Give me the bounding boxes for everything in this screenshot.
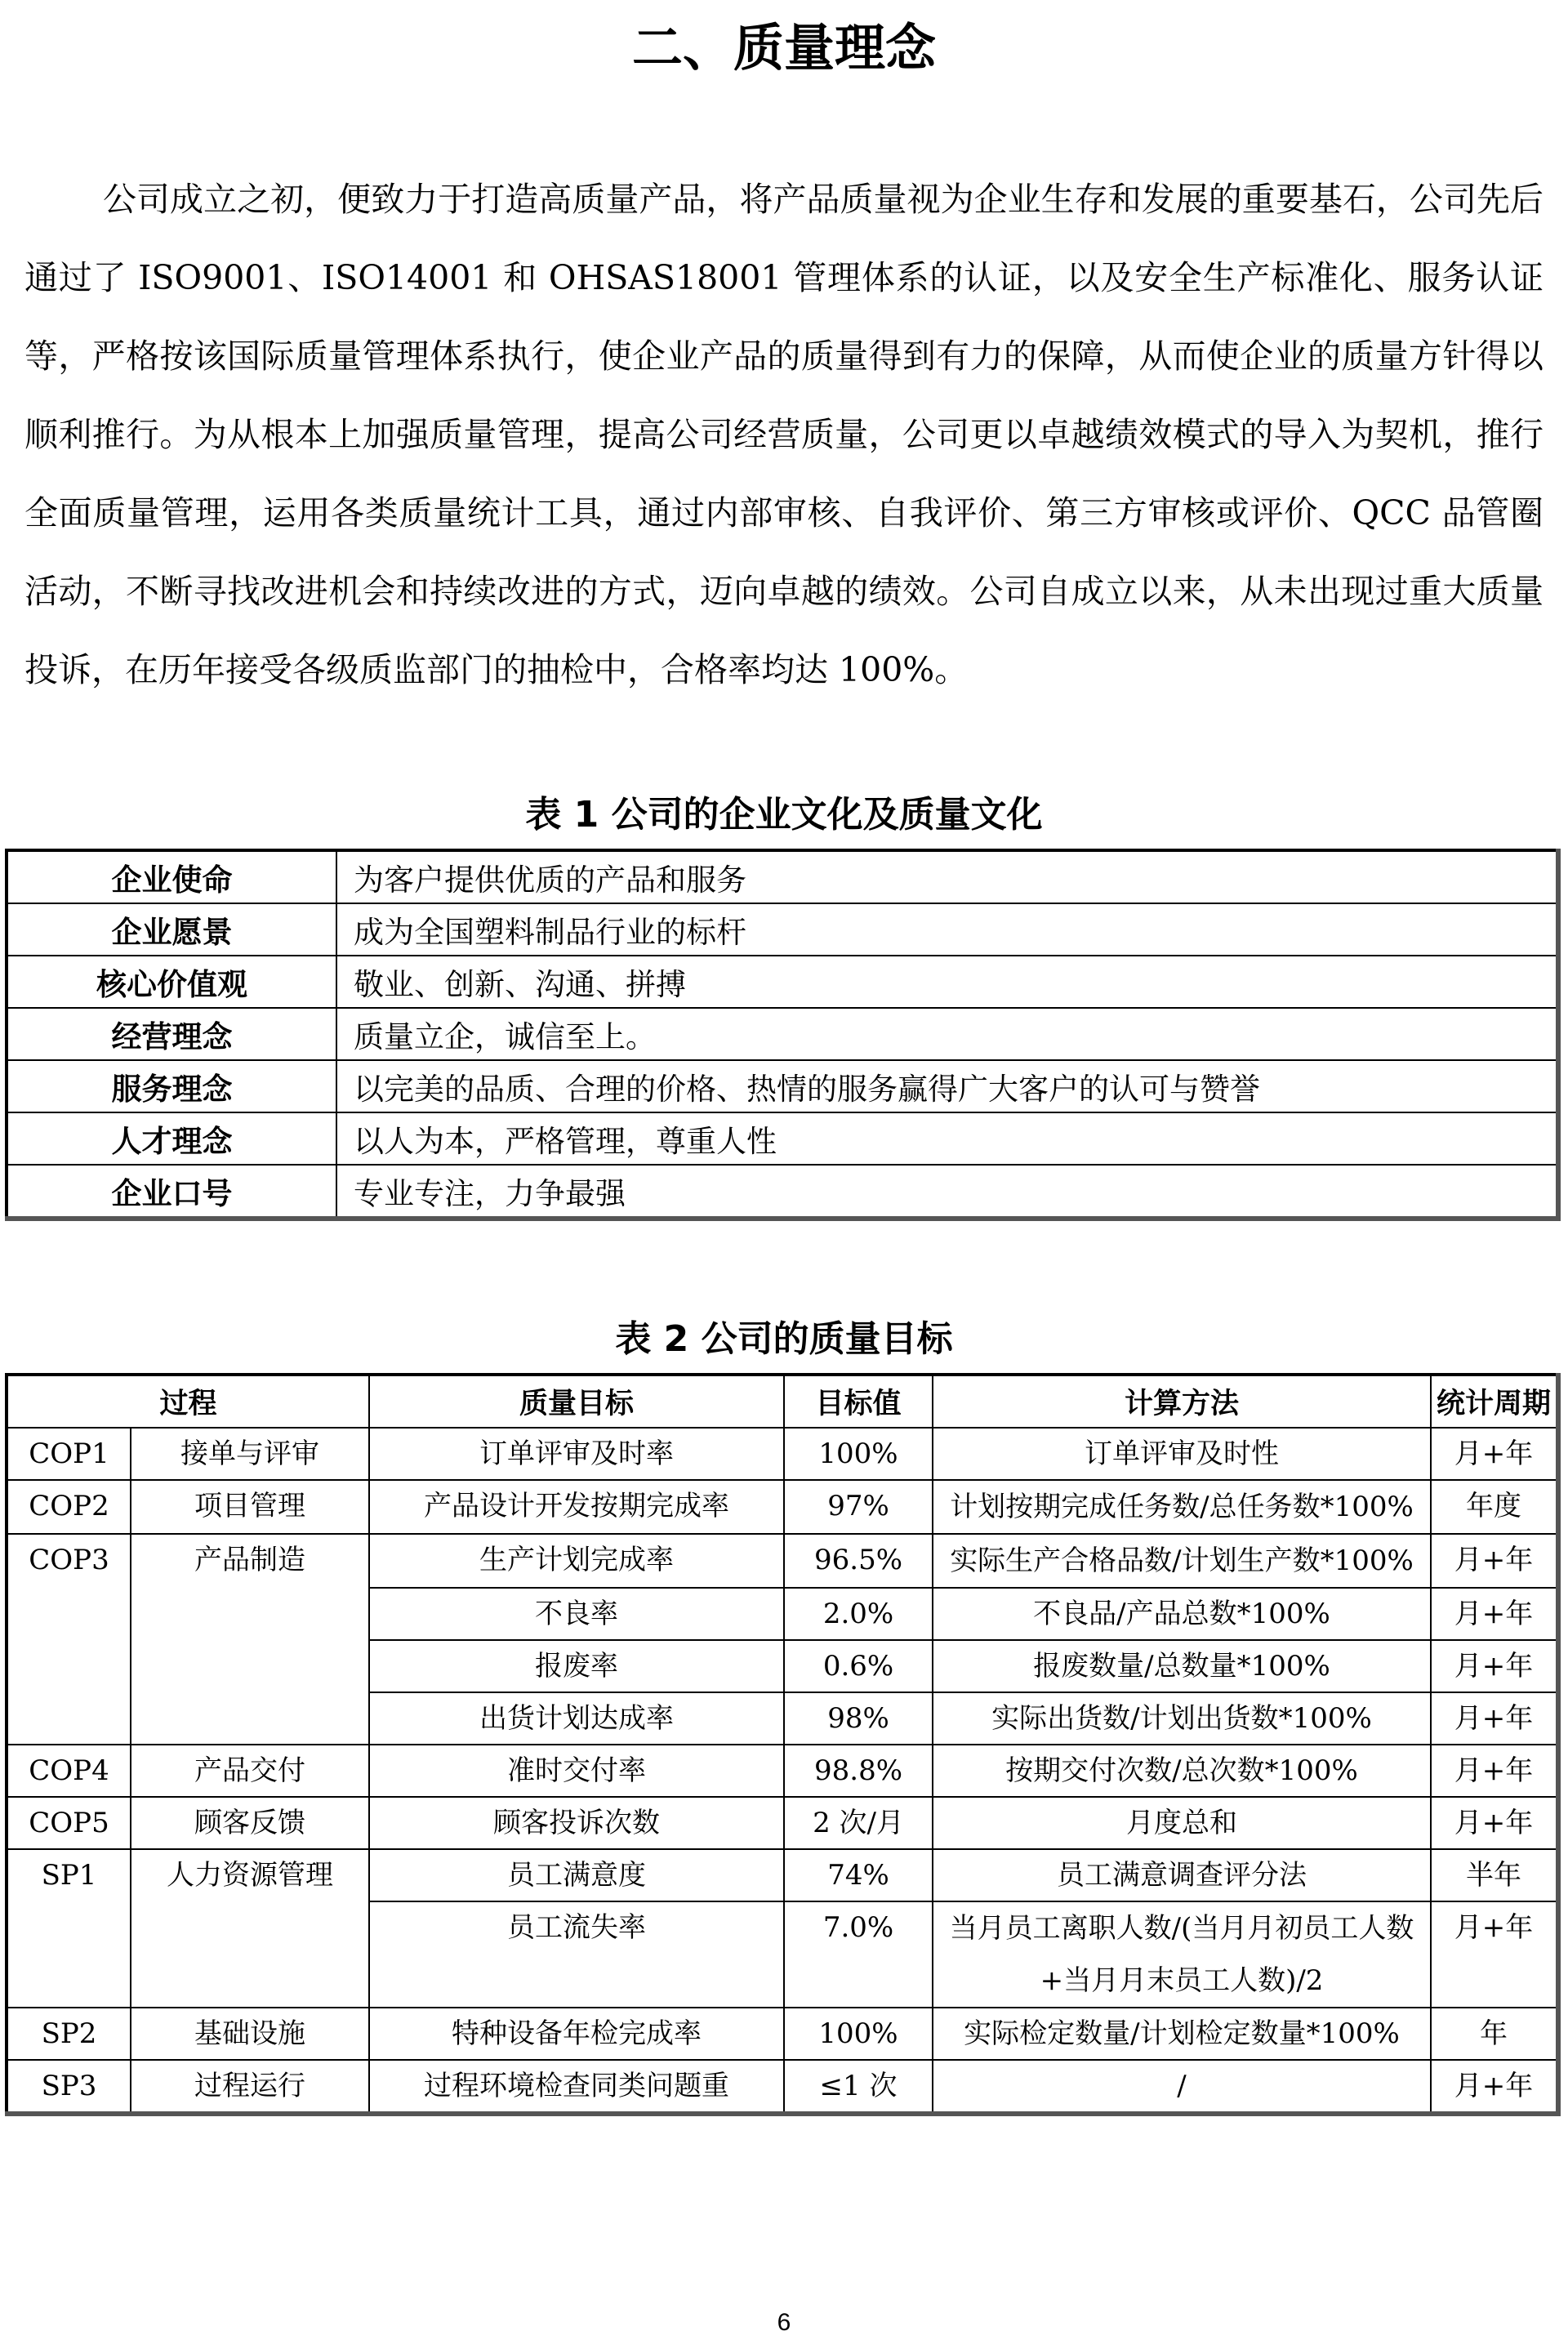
target-cell: ≤1 次 [784, 2060, 933, 2114]
table-row [7, 1428, 1558, 1480]
process-name: 产品制造 [131, 1534, 369, 1745]
culture-value: 专业专注，力争最强 [336, 1165, 1558, 1219]
process-code: SP1 [7, 1849, 131, 2008]
header-target: 目标值 [784, 1375, 933, 1428]
culture-key: 经营理念 [7, 1008, 336, 1060]
period-cell: 月+年 [1431, 1534, 1558, 1588]
intro-paragraph: 公司成立之初，便致力于打造高质量产品，将产品质量视为企业生存和发展的重要基石，公司先后通过了 ISO9001、ISO14001 和 OHSAS18001 管理体系的认证，以及安全生产标准化、服务认证等，严格按该国际质量管理体系执行，使企业产品的质量得到有力的保障，从而使企业的质量方针得以顺利推行。为从根本上加强质量管理，提高公司经营质量，公司更以卓越绩效模式的导入为契机，推行全面质量管理，运用各类质量统计工具，通过内部审核、自我评价、第三方审核或评价、QCC 品管圈活动，不断寻找改进机会和持续改进的方式，迈向卓越的绩效。公司自成立以来，从未出现过重大质量投诉，在历年接受各级质监部门的抽检中，合格率均达 100%。 [24, 180, 1544, 689]
method-cell: 不良品/产品总数*100% [933, 1588, 1431, 1640]
process-code: SP2 [7, 2008, 131, 2060]
target-cell: 97% [784, 1480, 933, 1534]
process-code: SP3 [7, 2060, 131, 2114]
target-cell: 98.8% [784, 1745, 933, 1797]
table-row [7, 1112, 1558, 1165]
process-name: 项目管理 [131, 1480, 369, 1534]
table-row [7, 1008, 1558, 1060]
table-row [7, 2008, 1558, 2060]
method-cell: 月度总和 [933, 1797, 1431, 1849]
period-cell: 年 [1431, 2008, 1558, 2060]
objective-cell: 出货计划达成率 [369, 1692, 784, 1745]
method-cell: 订单评审及时性 [933, 1428, 1431, 1480]
process-name: 基础设施 [131, 2008, 369, 2060]
table-row [7, 1060, 1558, 1112]
culture-key: 企业口号 [7, 1165, 336, 1219]
period-cell: 月+年 [1431, 1692, 1558, 1745]
table-row [7, 1165, 1558, 1219]
method-cell: 报废数量/总数量*100% [933, 1640, 1431, 1692]
table-row [7, 1534, 1558, 1588]
objective-cell: 订单评审及时率 [369, 1428, 784, 1480]
method-cell: 当月员工离职人数/(当月月初员工人数+当月月末员工人数)/2 [933, 1901, 1431, 2008]
section-title: 二、质量理念 [631, 18, 936, 78]
process-code: COP3 [7, 1534, 131, 1745]
culture-value: 成为全国塑料制品行业的标杆 [336, 903, 1558, 956]
table-row [7, 850, 1558, 903]
period-cell: 月+年 [1431, 1640, 1558, 1692]
table-row [7, 956, 1558, 1008]
method-cell: 按期交付次数/总次数*100% [933, 1745, 1431, 1797]
culture-key: 企业使命 [7, 850, 336, 903]
objective-cell: 特种设备年检完成率 [369, 2008, 784, 2060]
target-cell: 100% [784, 1428, 933, 1480]
period-cell: 月+年 [1431, 1797, 1558, 1849]
target-cell: 0.6% [784, 1640, 933, 1692]
process-code: COP1 [7, 1428, 131, 1480]
header-period: 统计周期 [1431, 1375, 1558, 1428]
header-objective: 质量目标 [369, 1375, 784, 1428]
table-row [7, 1480, 1558, 1534]
culture-value: 敬业、创新、沟通、拼搏 [336, 956, 1558, 1008]
culture-value: 为客户提供优质的产品和服务 [336, 850, 1558, 903]
table2-caption: 表 2 公司的质量目标 [615, 1318, 953, 1360]
page-number: 6 [777, 2309, 791, 2336]
target-cell: 96.5% [784, 1534, 933, 1588]
period-cell: 月+年 [1431, 1745, 1558, 1797]
objective-cell: 顾客投诉次数 [369, 1797, 784, 1849]
period-cell: 月+年 [1431, 1901, 1558, 2008]
process-name: 过程运行 [131, 2060, 369, 2114]
quality-objectives-table [5, 1373, 1561, 2116]
objective-cell: 生产计划完成率 [369, 1534, 784, 1588]
objective-cell: 员工流失率 [369, 1901, 784, 2008]
process-name: 产品交付 [131, 1745, 369, 1797]
target-cell: 7.0% [784, 1901, 933, 2008]
method-cell: 实际检定数量/计划检定数量*100% [933, 2008, 1431, 2060]
culture-table [5, 849, 1561, 1221]
target-cell: 98% [784, 1692, 933, 1745]
objective-cell: 产品设计开发按期完成率 [369, 1480, 784, 1534]
process-code: COP5 [7, 1797, 131, 1849]
culture-value: 以完美的品质、合理的价格、热情的服务赢得广大客户的认可与赞誉 [336, 1060, 1558, 1112]
table-row [7, 903, 1558, 956]
target-cell: 74% [784, 1849, 933, 1901]
method-cell: 实际生产合格品数/计划生产数*100% [933, 1534, 1431, 1588]
period-cell: 月+年 [1431, 2060, 1558, 2114]
table-header-row [7, 1375, 1558, 1428]
method-cell: / [933, 2060, 1431, 2114]
process-code: COP2 [7, 1480, 131, 1534]
method-cell: 员工满意调查评分法 [933, 1849, 1431, 1901]
table1-caption: 表 1 公司的企业文化及质量文化 [525, 794, 1043, 836]
culture-value: 质量立企，诚信至上。 [336, 1008, 1558, 1060]
culture-key: 人才理念 [7, 1112, 336, 1165]
method-cell: 计划按期完成任务数/总任务数*100% [933, 1480, 1431, 1534]
process-code: COP4 [7, 1745, 131, 1797]
process-name: 顾客反馈 [131, 1797, 369, 1849]
method-cell: 实际出货数/计划出货数*100% [933, 1692, 1431, 1745]
table-row [7, 2060, 1558, 2114]
period-cell: 月+年 [1431, 1588, 1558, 1640]
header-method: 计算方法 [933, 1375, 1431, 1428]
culture-value: 以人为本，严格管理，尊重人性 [336, 1112, 1558, 1165]
objective-cell: 不良率 [369, 1588, 784, 1640]
table-row [7, 1797, 1558, 1849]
process-name: 人力资源管理 [131, 1849, 369, 2008]
table-row [7, 1849, 1558, 1901]
target-cell: 100% [784, 2008, 933, 2060]
culture-key: 服务理念 [7, 1060, 336, 1112]
culture-key: 核心价值观 [7, 956, 336, 1008]
objective-cell: 员工满意度 [369, 1849, 784, 1901]
period-cell: 半年 [1431, 1849, 1558, 1901]
objective-cell: 准时交付率 [369, 1745, 784, 1797]
objective-cell: 报废率 [369, 1640, 784, 1692]
process-name: 接单与评审 [131, 1428, 369, 1480]
period-cell: 月+年 [1431, 1428, 1558, 1480]
header-process: 过程 [7, 1375, 369, 1428]
table-row [7, 1745, 1558, 1797]
target-cell: 2.0% [784, 1588, 933, 1640]
objective-cell: 过程环境检查同类问题重 [369, 2060, 784, 2114]
period-cell: 年度 [1431, 1480, 1558, 1534]
target-cell: 2 次/月 [784, 1797, 933, 1849]
culture-key: 企业愿景 [7, 903, 336, 956]
